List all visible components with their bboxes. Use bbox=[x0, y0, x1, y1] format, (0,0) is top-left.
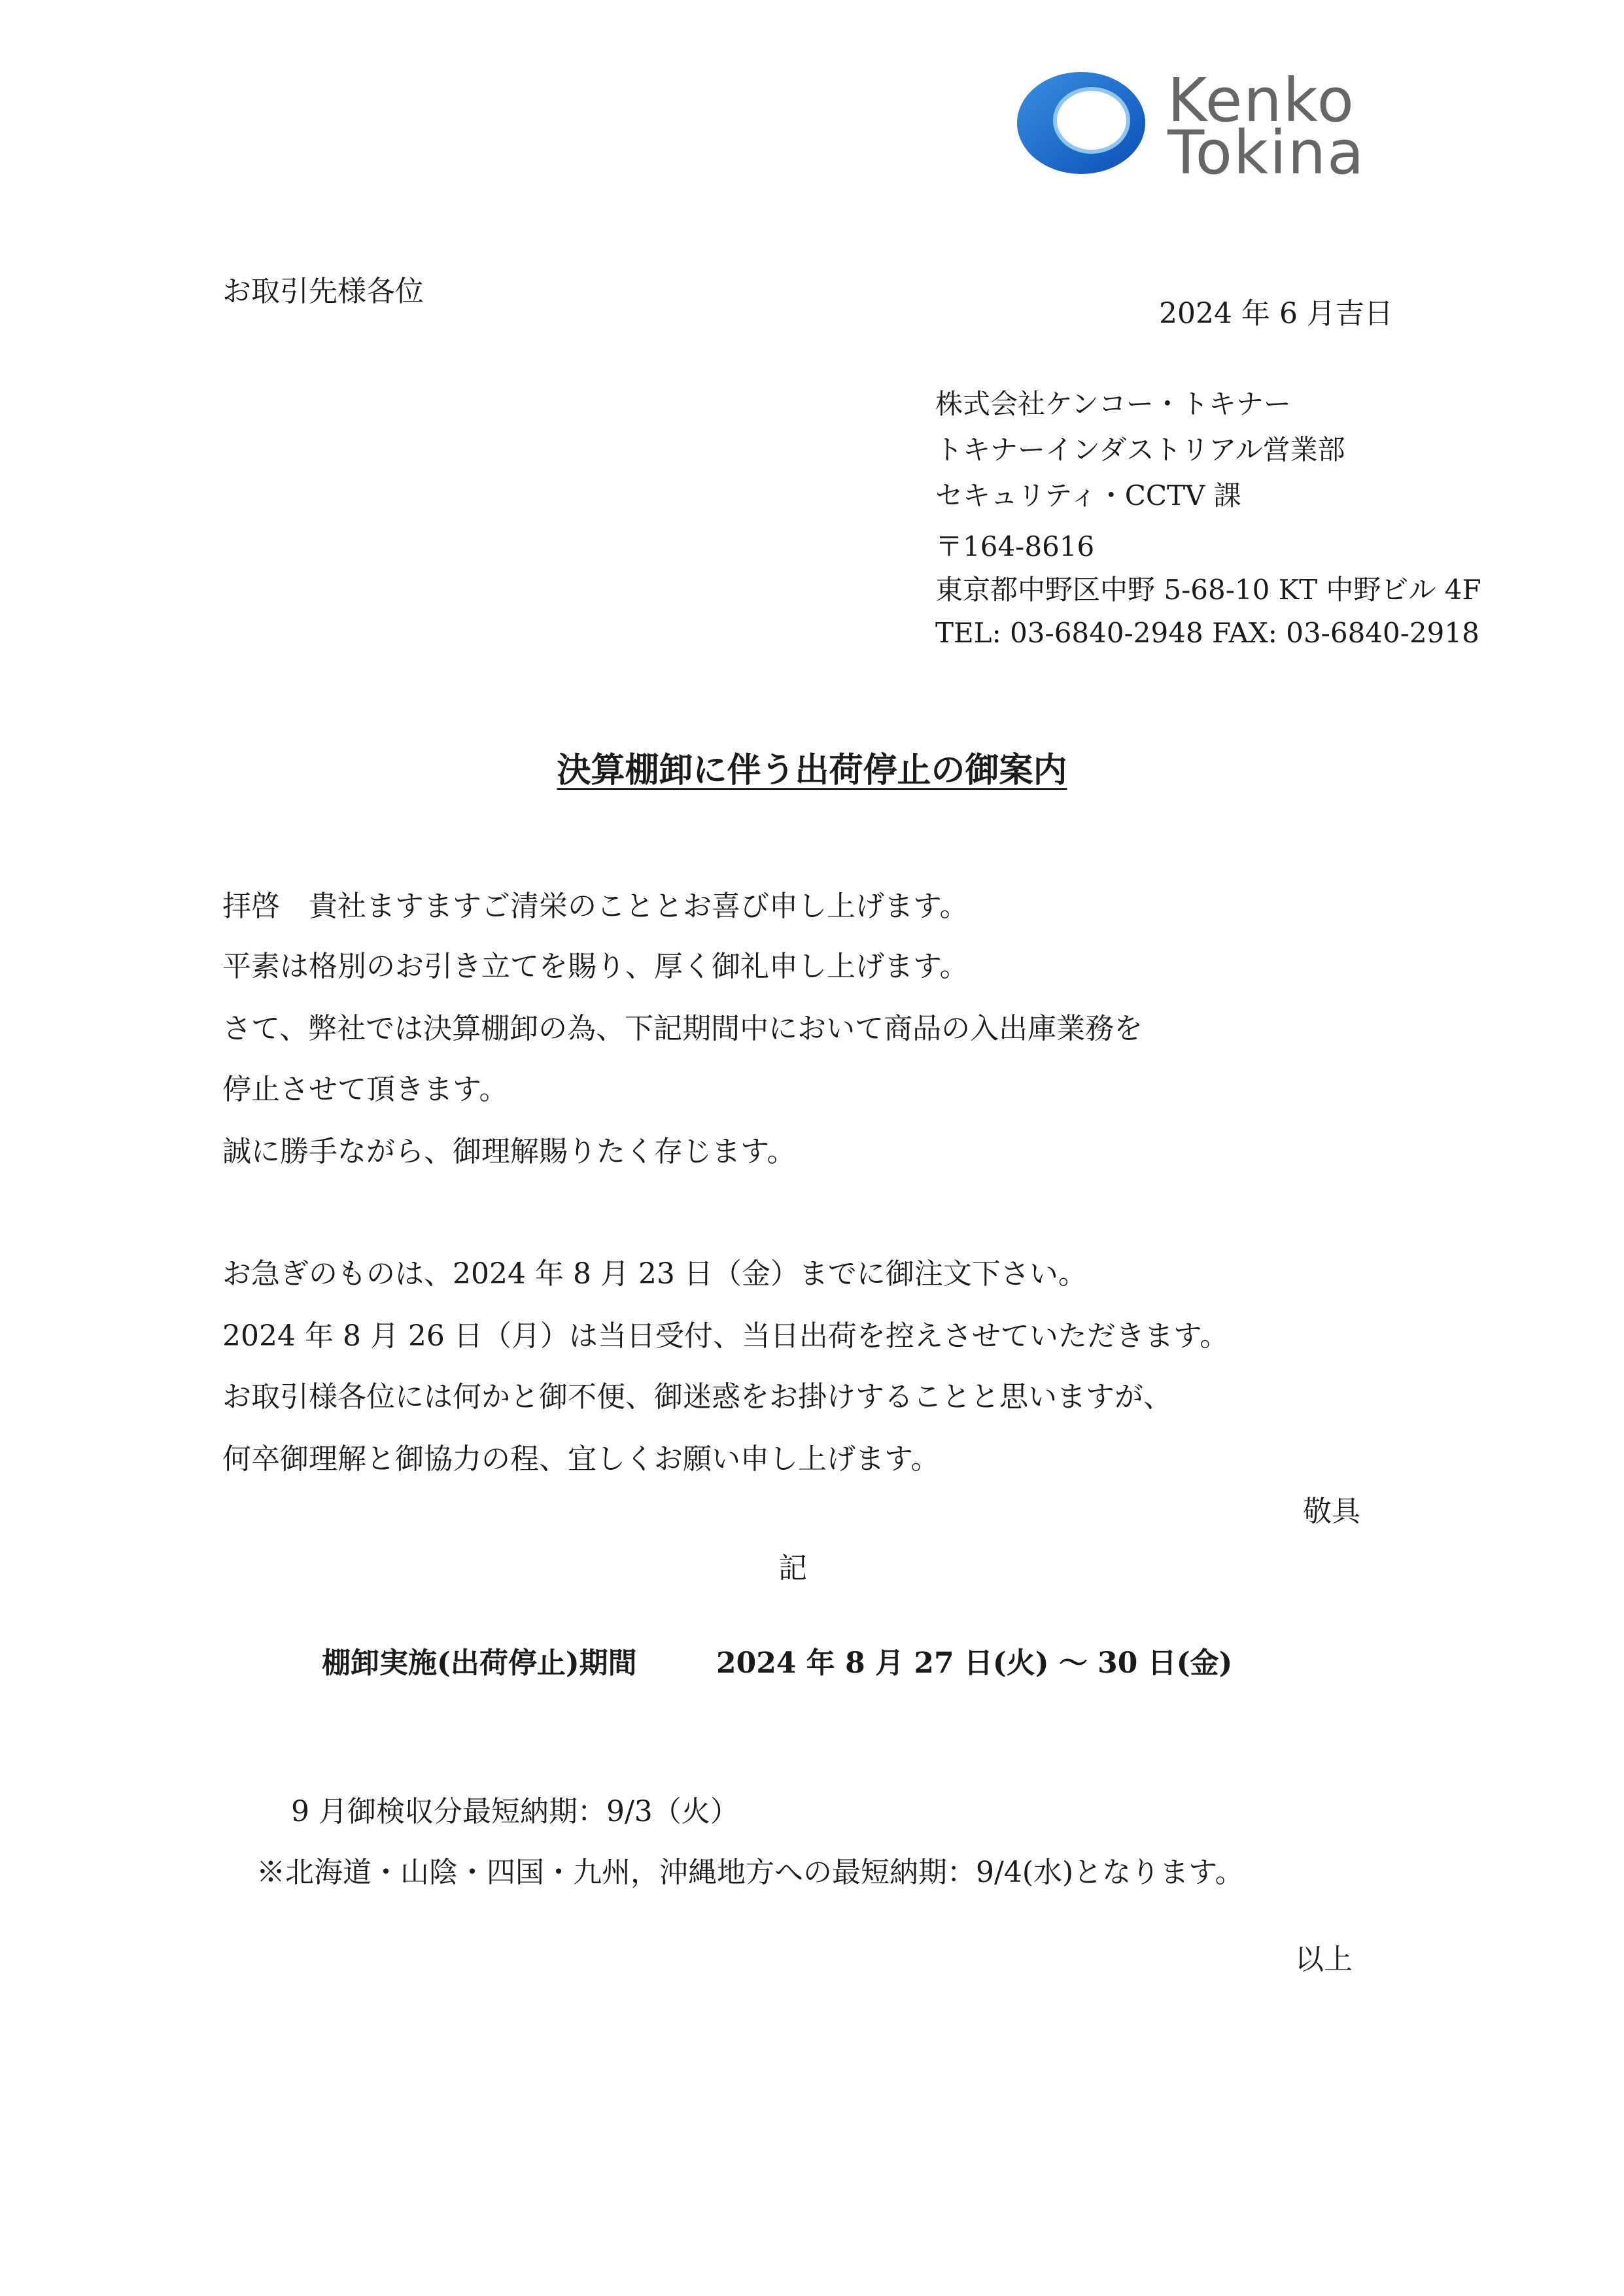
body-line: 何卒御理解と御協力の程、宜しくお願い申し上げます。 bbox=[222, 1442, 940, 1476]
document-date: 2024 年 6 月吉日 bbox=[1159, 297, 1393, 330]
end-mark: 以上 bbox=[1295, 1943, 1353, 1976]
sender-phone-fax: TEL: 03-6840-2948 FAX: 03-6840-2918 bbox=[935, 617, 1479, 649]
body-line: 2024 年 8 月 26 日（月）は当日受付、当日出荷を控えさせていただきます。 bbox=[222, 1319, 1229, 1353]
body-line: お急ぎのものは、2024 年 8 月 23 日（金）までに御注文下さい。 bbox=[222, 1257, 1087, 1291]
logo-ring-icon bbox=[1011, 65, 1154, 180]
sender-division: トキナーインダストリアル営業部 bbox=[935, 434, 1345, 466]
period-value: 2024 年 8 月 27 日(火) ～ 30 日(金) bbox=[716, 1646, 1233, 1680]
sender-company: 株式会社ケンコー・トキナー bbox=[935, 388, 1291, 420]
sender-address: 東京都中野区中野 5-68-10 KT 中野ビル 4F bbox=[935, 574, 1481, 606]
body-line: お取引様各位には何かと御不便、御迷惑をお掛けすることと思いますが、 bbox=[222, 1380, 1172, 1414]
company-logo bbox=[1011, 65, 1481, 188]
sender-section: セキュリティ・CCTV 課 bbox=[935, 479, 1241, 512]
period-label: 棚卸実施(出荷停止)期間 bbox=[322, 1646, 637, 1680]
document-title bbox=[0, 749, 1624, 792]
logo-text-kenko: Kenko bbox=[1167, 65, 1355, 135]
body-line: 停止させて頂きます。 bbox=[222, 1073, 508, 1106]
logo-text-tokina: Tokina bbox=[1167, 118, 1366, 188]
closing-keigu: 敬具 bbox=[1303, 1495, 1360, 1528]
body-line: 拝啓 貴社ますますご清栄のこととお喜び申し上げます。 bbox=[222, 890, 969, 923]
body-line: さて、弊社では決算棚卸の為、下記期間中において商品の入出庫業務を bbox=[222, 1012, 1143, 1045]
document-title-text: 決算棚卸に伴う出荷停止の御案内 bbox=[557, 750, 1067, 790]
sender-postal-code: 〒164-8616 bbox=[935, 531, 1095, 563]
delivery-note: 9 月御検収分最短納期：9/3（火） bbox=[291, 1795, 739, 1828]
addressee: お取引先様各位 bbox=[222, 275, 424, 308]
regional-note: ※北海道・山陰・四国・九州，沖縄地方への最短納期：9/4(水)となります。 bbox=[256, 1856, 1244, 1889]
body-line: 誠に勝手ながら、御理解賜りたく存じます。 bbox=[222, 1135, 796, 1168]
ki-marker: 記 bbox=[778, 1552, 807, 1585]
body-line: 平素は格別のお引き立てを賜り、厚く御礼申し上げます。 bbox=[222, 950, 969, 983]
